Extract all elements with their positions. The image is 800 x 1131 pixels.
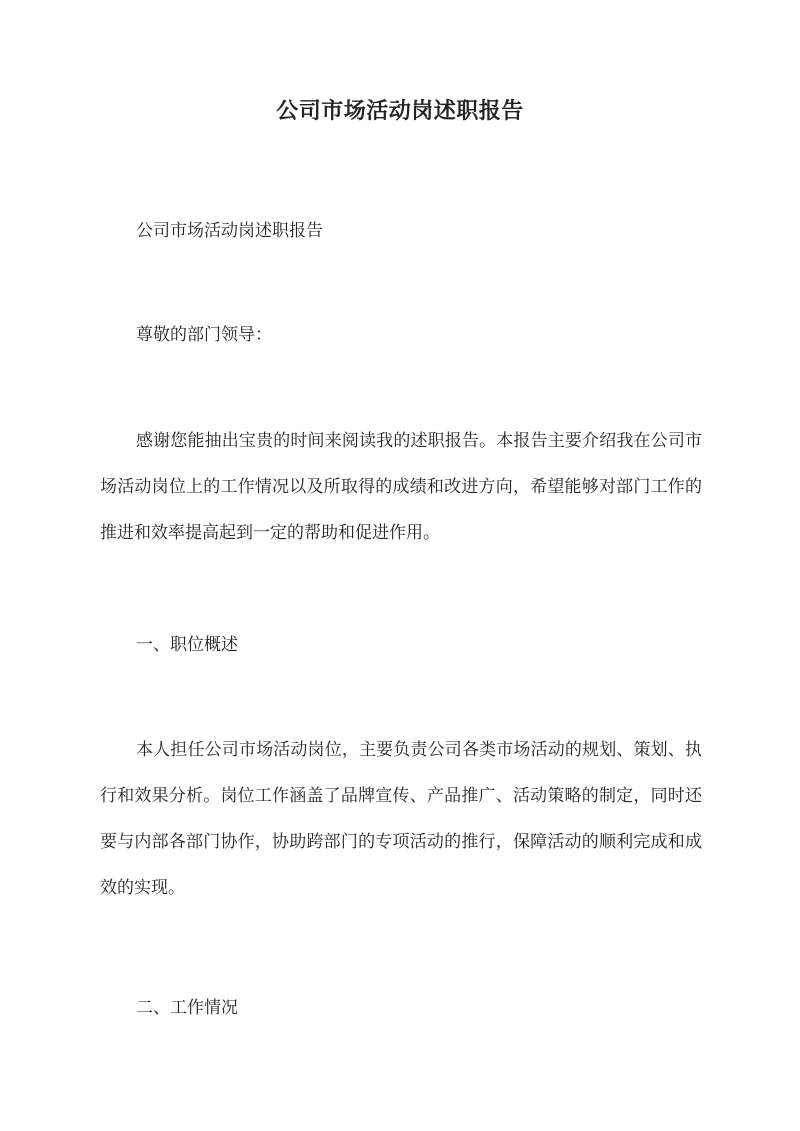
intro-paragraph: 感谢您能抽出宝贵的时间来阅读我的述职报告。本报告主要介绍我在公司市场活动岗位上的工作情况以及所取得的成绩和改进方向，希望能够对部门工作的推进和效率提高起到一定的帮助和促进作用。 [100, 431, 702, 543]
document-title: 公司市场活动岗述职报告 [276, 98, 524, 124]
document-subtitle: 公司市场活动岗述职报告 [136, 221, 323, 241]
greeting: 尊敬的部门领导： [136, 325, 272, 345]
position-overview-paragraph: 本人担任公司市场活动岗位，主要负责公司各类市场活动的规划、策划、执行和效果分析。岗位工作涵盖了品牌宣传、产品推广、活动策略的制定，同时还要与内部各部门协作，协助跨部门的专项活动的推行，保障活动的顺利完成和成效的实现。 [100, 740, 702, 898]
section-heading-work-status: 二、工作情况 [136, 998, 238, 1018]
section-heading-position-overview: 一、职位概述 [136, 635, 238, 655]
